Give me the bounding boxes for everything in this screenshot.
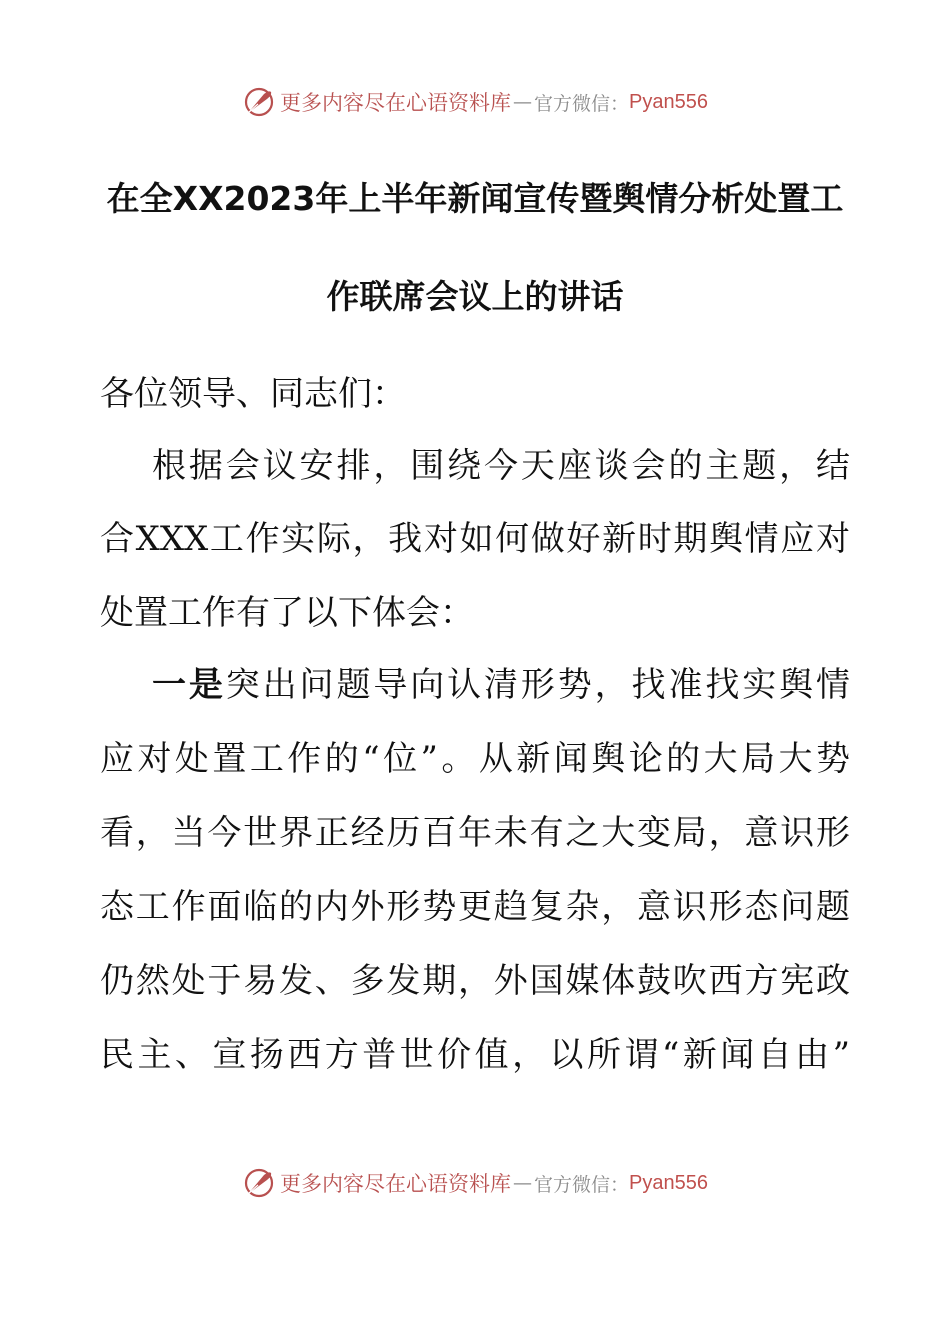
paragraph-1-line-3: 处置工作有了以下体会： <box>100 593 474 633</box>
banner-text: 更多内容尽在心语资料库 <box>280 1172 511 1196</box>
header-banner <box>0 82 950 122</box>
quill-pen-icon <box>242 1166 276 1200</box>
paragraph-2-line-4: 态工作面临的内外形势更趋复杂，意识形态问题 <box>100 887 850 927</box>
banner-wechat-id: Pyan556 <box>629 1171 708 1194</box>
document-title-line-1: 在全XX2023年上半年新闻宣传暨舆情分析处置工 <box>106 179 844 218</box>
salutation: 各位领导、同志们： <box>100 374 406 414</box>
paragraph-2-line-1 <box>100 663 850 707</box>
quill-pen-icon <box>242 85 276 119</box>
paragraph-2-line-6: 民主、宣扬西方普世价值，以所谓“新闻自由” <box>100 1035 850 1075</box>
paragraph-2-line-2: 应对处置工作的“位”。从新闻舆论的大局大势 <box>100 739 850 779</box>
banner-text: 更多内容尽在心语资料库 <box>280 91 511 115</box>
banner-wechat-label: 官方微信： <box>534 92 630 115</box>
banner-dash: — <box>513 91 532 113</box>
banner-dash: — <box>513 1172 532 1194</box>
banner-wechat-id: Pyan556 <box>629 90 708 113</box>
paragraph-2-line-5: 仍然处于易发、多发期，外国媒体鼓吹西方宪政 <box>100 961 850 1001</box>
paragraph-2-lead: 一是 <box>152 665 226 705</box>
document-title-line-2: 作联席会议上的讲话 <box>326 277 624 316</box>
paragraph-2-line-3: 看，当今世界正经历百年未有之大变局，意识形 <box>100 813 850 853</box>
paragraph-1-line-1: 根据会议安排，围绕今天座谈会的主题，结 <box>152 446 850 486</box>
paragraph-2-line-1-text: 突出问题导向认清形势，找准找实舆情 <box>225 665 851 705</box>
footer-banner <box>0 1163 950 1203</box>
banner-wechat-label: 官方微信： <box>534 1173 630 1196</box>
paragraph-1-line-2: 合XXX工作实际，我对如何做好新时期舆情应对 <box>100 519 850 559</box>
